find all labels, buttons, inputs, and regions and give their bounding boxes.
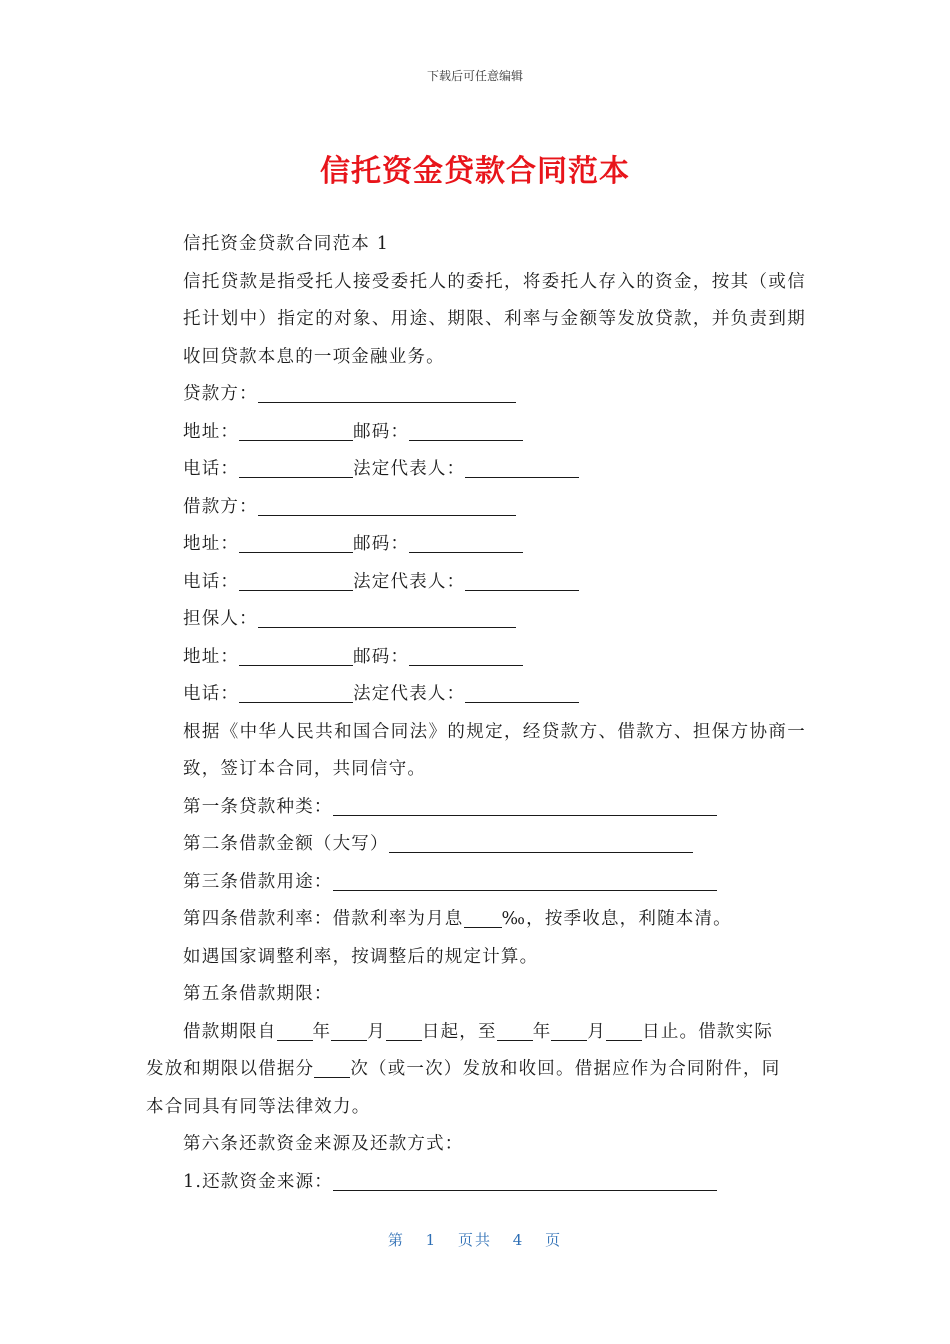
term-line-2 (146, 1051, 806, 1089)
article-5: 第五条借款期限： (183, 984, 333, 1004)
postcode-blank (409, 418, 523, 441)
guarantor-phone-line (146, 676, 806, 714)
guarantor-blank (258, 605, 516, 628)
postcode-label: 邮码： (353, 646, 410, 667)
postcode-blank (409, 530, 523, 553)
item-1-label: 1.还款资金来源： (183, 1171, 333, 1192)
term-line-1 (146, 1014, 806, 1052)
address-blank (239, 530, 353, 553)
address-label: 地址： (183, 421, 240, 442)
term-text: 次（或一次）发放和收回。借据应作为合同附件，同 (350, 1059, 781, 1079)
legal-rep-label: 法定代表人： (353, 459, 466, 479)
legal-rep-blank (465, 455, 579, 478)
total-pages-number: 4 (512, 1231, 525, 1249)
guarantor-line (146, 601, 806, 639)
lender-blank (258, 380, 516, 403)
guarantor-address-line (146, 639, 806, 677)
item-1-blank (333, 1168, 717, 1191)
legal-rep-blank (465, 680, 579, 703)
article-4-text-b: ‰，按季收息，利随本清。 (501, 909, 732, 929)
phone-label: 电话： (183, 571, 240, 592)
borrower-label: 借款方： (183, 496, 258, 517)
address-blank (239, 418, 353, 441)
item-1 (146, 1164, 806, 1202)
phone-blank (239, 568, 353, 591)
article-1 (146, 789, 806, 827)
start-month-blank (331, 1018, 367, 1041)
page-footer (0, 1229, 950, 1250)
current-page-number: 1 (425, 1231, 438, 1249)
article-2 (146, 826, 806, 864)
article-3 (146, 864, 806, 902)
installments-blank (314, 1055, 350, 1078)
agreement-paragraph: 根据《中华人民共和国合同法》的规定，经贷款方、借款方、担保方协商一致，签订本合同，共同信守。 (183, 721, 806, 779)
address-label: 地址： (183, 534, 240, 554)
legal-rep-label: 法定代表人： (353, 571, 466, 592)
address-label: 地址： (183, 646, 240, 667)
interest-rate-blank (464, 905, 502, 928)
start-year-blank (277, 1018, 313, 1041)
legal-rep-label: 法定代表人： (353, 684, 466, 704)
borrower-address-line (146, 526, 806, 564)
header-note: 下载后可任意编辑 (426, 69, 523, 83)
section-subtitle: 信托资金贷款合同范本 1 (183, 234, 390, 254)
phone-blank (239, 680, 353, 703)
rate-adjust-line: 如遇国家调整利率，按调整后的规定计算。 (183, 946, 539, 967)
lender-address-line (146, 414, 806, 452)
guarantor-label: 担保人： (183, 609, 258, 629)
year-label: 年 (312, 1021, 332, 1042)
end-month-blank (551, 1018, 587, 1041)
address-blank (239, 643, 353, 666)
document-body (146, 226, 806, 1201)
footer-text: 页共 (457, 1231, 492, 1249)
article-1-label: 第一条贷款种类： (183, 796, 333, 817)
borrower-blank (258, 493, 516, 516)
article-1-blank (333, 793, 717, 816)
intro-paragraph: 信托贷款是指受托人接受委托人的委托，将委托人存入的资金，按其（或信托计划中）指定的对象、用途、期限、利率与金额等发放贷款，并负责到期收回贷款本息的一项金融业务。 (183, 271, 806, 367)
borrower-phone-line (146, 564, 806, 602)
legal-rep-blank (465, 568, 579, 591)
postcode-blank (409, 643, 523, 666)
article-3-blank (333, 868, 717, 891)
year-label: 年 (532, 1021, 552, 1042)
article-4 (146, 901, 806, 939)
term-line-3: 本合同具有同等法律效力。 (146, 1096, 371, 1117)
lender-label: 贷款方： (183, 384, 258, 404)
month-label: 月 (367, 1021, 386, 1042)
document-title: 信托资金贷款合同范本 (320, 154, 630, 189)
phone-label: 电话： (183, 684, 240, 704)
end-year-blank (497, 1018, 533, 1041)
borrower-line (146, 489, 806, 527)
footer-text: 第 (387, 1231, 405, 1249)
term-text: 借款期限自 (183, 1021, 277, 1042)
end-day-blank (606, 1018, 642, 1041)
article-4-text-a: 第四条借款利率：借款利率为月息 (183, 909, 464, 929)
lender-line (146, 376, 806, 414)
start-day-blank (386, 1018, 422, 1041)
article-6: 第六条还款资金来源及还款方式： (183, 1134, 464, 1154)
lender-phone-line (146, 451, 806, 489)
article-2-label: 第二条借款金额（大写） (183, 834, 389, 854)
footer-text: 页 (545, 1231, 563, 1249)
phone-label: 电话： (183, 459, 240, 479)
month-label: 月 (587, 1021, 607, 1042)
term-text: 发放和期限以借据分 (146, 1059, 315, 1079)
phone-blank (239, 455, 353, 478)
article-2-blank (389, 830, 693, 853)
postcode-label: 邮码： (353, 534, 410, 554)
day-to-label: 日止。借款实际 (642, 1021, 774, 1042)
postcode-label: 邮码： (353, 421, 410, 442)
article-3-label: 第三条借款用途： (183, 871, 333, 892)
day-from-label: 日起，至 (421, 1021, 497, 1042)
